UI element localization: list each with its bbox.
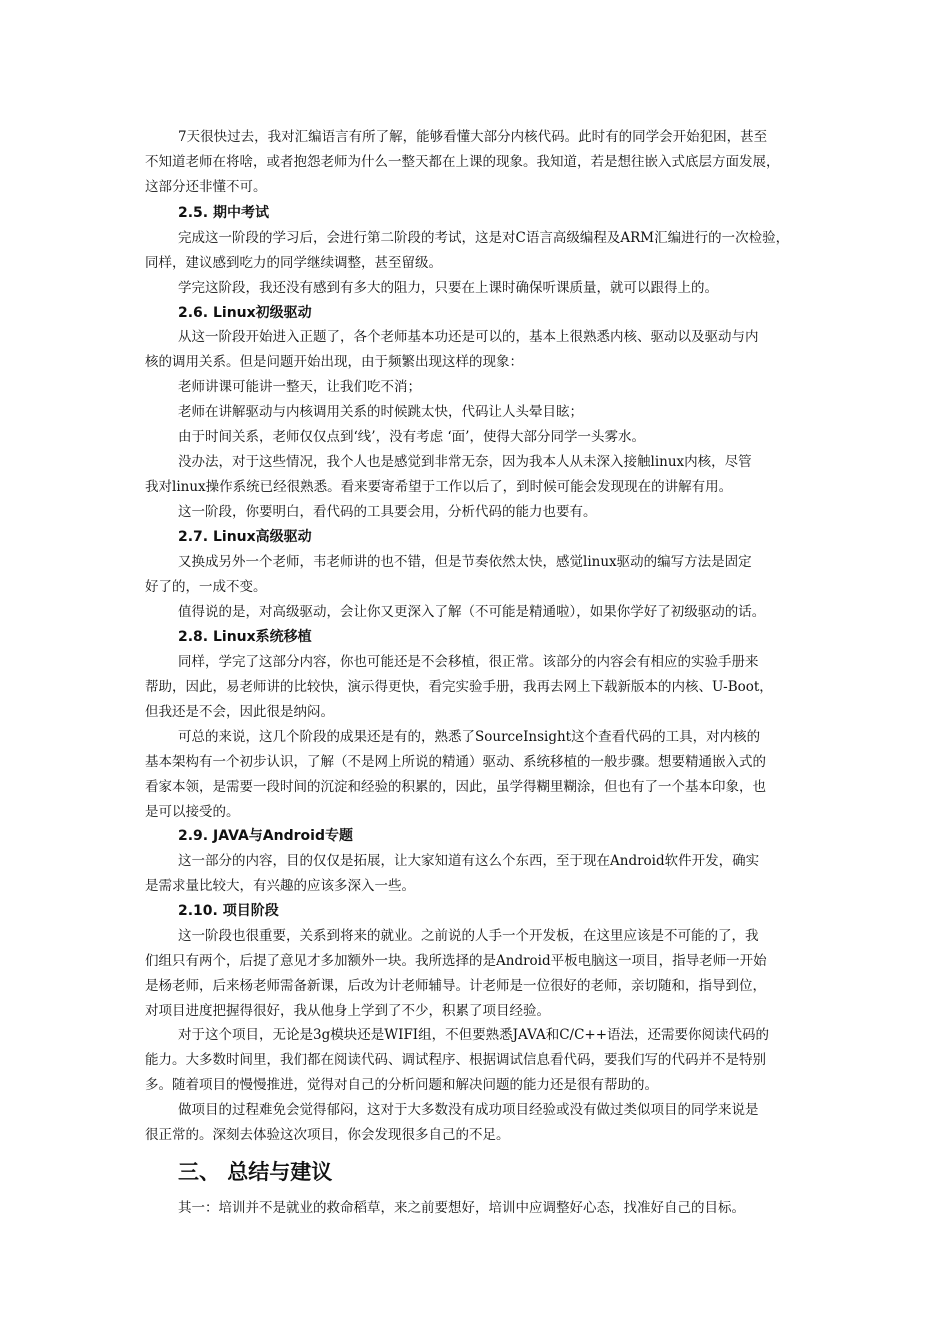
paragraph-line: 从这一阶段开始进入正题了，各个老师基本功还是可以的，基本上很熟悉内核、驱动以及驱动与内 — [178, 329, 759, 345]
paragraph-line: 们组只有两个，后提了意见才多加额外一块。我所选择的是Android平板电脑这一项目，指导老师一开始 — [145, 953, 767, 969]
paragraph-line: 基本架构有一个初步认识，了解（不是网上所说的精通）驱动、系统移植的一般步骤。想要精通嵌入式的 — [145, 754, 766, 770]
paragraph-line: 是可以接受的。 — [145, 804, 240, 820]
paragraph-line: 不知道老师在将啥，或者抱怨老师为什么一整天都在上课的现象。我知道，若是想往嵌入式底层方面发展， — [145, 154, 780, 170]
paragraph-line: 由于时间关系，老师仅仅点到‘线’，没有考虑 ‘面’，使得大部分同学一头雾水。 — [178, 429, 645, 445]
paragraph-line: 这部分还非懂不可。 — [145, 179, 267, 195]
paragraph-line: 很正常的。深刻去体验这次项目，你会发现很多自己的不足。 — [145, 1127, 510, 1143]
section-heading-2-6: 2.6. Linux初级驱动 — [178, 305, 312, 321]
chapter-heading-summary: 三、 总结与建议 — [178, 1160, 333, 1184]
paragraph-line: 但我还是不会，因此很是纳闷。 — [145, 704, 334, 720]
paragraph-line: 没办法，对于这些情况，我个人也是感觉到非常无奈，因为我本人从未深入接触linux内核，尽管 — [178, 454, 752, 470]
paragraph-line: 可总的来说，这几个阶段的成果还是有的，熟悉了SourceInsight这个查看代码的工具，对内核的 — [178, 729, 761, 745]
section-heading-2-5: 2.5. 期中考试 — [178, 205, 269, 221]
paragraph-line: 这一阶段也很重要，关系到将来的就业。之前说的人手一个开发板，在这里应该是不可能的了，我 — [178, 928, 759, 944]
paragraph-line: 我对linux操作系统已经很熟悉。看来要寄希望于工作以后了，到时候可能会发现现在的讲解有用。 — [145, 479, 733, 495]
paragraph-line: 核的调用关系。但是问题开始出现，由于频繁出现这样的现象： — [145, 354, 523, 370]
paragraph-line: 同样，学完了这部分内容，你也可能还是不会移植，很正常。该部分的内容会有相应的实验手册来 — [178, 654, 759, 670]
paragraph-line: 又换成另外一个老师，韦老师讲的也不错，但是节奏依然太快，感觉linux驱动的编写方法是固定 — [178, 554, 752, 570]
paragraph-line: 7天很快过去，我对汇编语言有所了解，能够看懂大部分内核代码。此时有的同学会开始犯困，甚至 — [178, 129, 768, 145]
paragraph-line: 完成这一阶段的学习后，会进行第二阶段的考试，这是对C语言高级编程及ARM汇编进行的一次检验， — [178, 230, 790, 246]
paragraph-line: 同样，建议感到吃力的同学继续调整，甚至留级。 — [145, 255, 442, 271]
paragraph-line: 好了的，一成不变。 — [145, 579, 267, 595]
paragraph-line: 这一部分的内容，目的仅仅是拓展，让大家知道有这么个东西，至于现在Android软件开发，确实 — [178, 853, 760, 869]
paragraph-line: 多。随着项目的慢慢推进，觉得对自己的分析问题和解决问题的能力还是很有帮助的。 — [145, 1077, 658, 1093]
paragraph-line: 这一阶段，你要明白，看代码的工具要会用，分析代码的能力也要有。 — [178, 504, 597, 520]
paragraph-line: 老师在讲解驱动与内核调用关系的时候跳太快，代码让人头晕目眩； — [178, 404, 583, 420]
paragraph-line: 看家本领，是需要一段时间的沉淀和经验的积累的，因此，虽学得糊里糊涂，但也有了一个基本印象，也 — [145, 779, 766, 795]
paragraph-line: 对项目进度把握得很好，我从他身上学到了不少，积累了项目经验。 — [145, 1003, 550, 1019]
paragraph-line: 是杨老师，后来杨老师需备新课，后改为计老师辅导。计老师是一位很好的老师，亲切随和，指导到位， — [145, 978, 766, 994]
section-heading-2-7: 2.7. Linux高级驱动 — [178, 529, 312, 545]
paragraph-line: 是需求量比较大，有兴趣的应该多深入一些。 — [145, 878, 415, 894]
paragraph-line: 值得说的是，对高级驱动，会让你又更深入了解（不可能是精通啦），如果你学好了初级驱动的话。 — [178, 604, 766, 620]
section-heading-2-10: 2.10. 项目阶段 — [178, 903, 279, 919]
paragraph-line: 对于这个项目，无论是3g模块还是WIFI组，不但要熟悉JAVA和C/C++语法，还需要你阅读代码的 — [178, 1027, 770, 1043]
paragraph-line: 学完这阶段，我还没有感到有多大的阻力，只要在上课时确保听课质量，就可以跟得上的。 — [178, 280, 718, 296]
section-heading-2-8: 2.8. Linux系统移植 — [178, 629, 312, 645]
paragraph-line: 帮助，因此，易老师讲的比较快，演示得更快，看完实验手册，我再去网上下载新版本的内核、U-Boot， — [145, 679, 773, 695]
paragraph-line: 其一：培训并不是就业的救命稻草，来之前要想好，培训中应调整好心态，找准好自己的目标。 — [178, 1200, 745, 1216]
section-heading-2-9: 2.9. JAVA与Android专题 — [178, 828, 353, 844]
paragraph-line: 能力。大多数时间里，我们都在阅读代码、调试程序、根据调试信息看代码，要我们写的代码并不是特别 — [145, 1052, 766, 1068]
paragraph-line: 老师讲课可能讲一整天，让我们吃不消； — [178, 379, 421, 395]
paragraph-line: 做项目的过程难免会觉得郁闷，这对于大多数没有成功项目经验或没有做过类似项目的同学来说是 — [178, 1102, 759, 1118]
